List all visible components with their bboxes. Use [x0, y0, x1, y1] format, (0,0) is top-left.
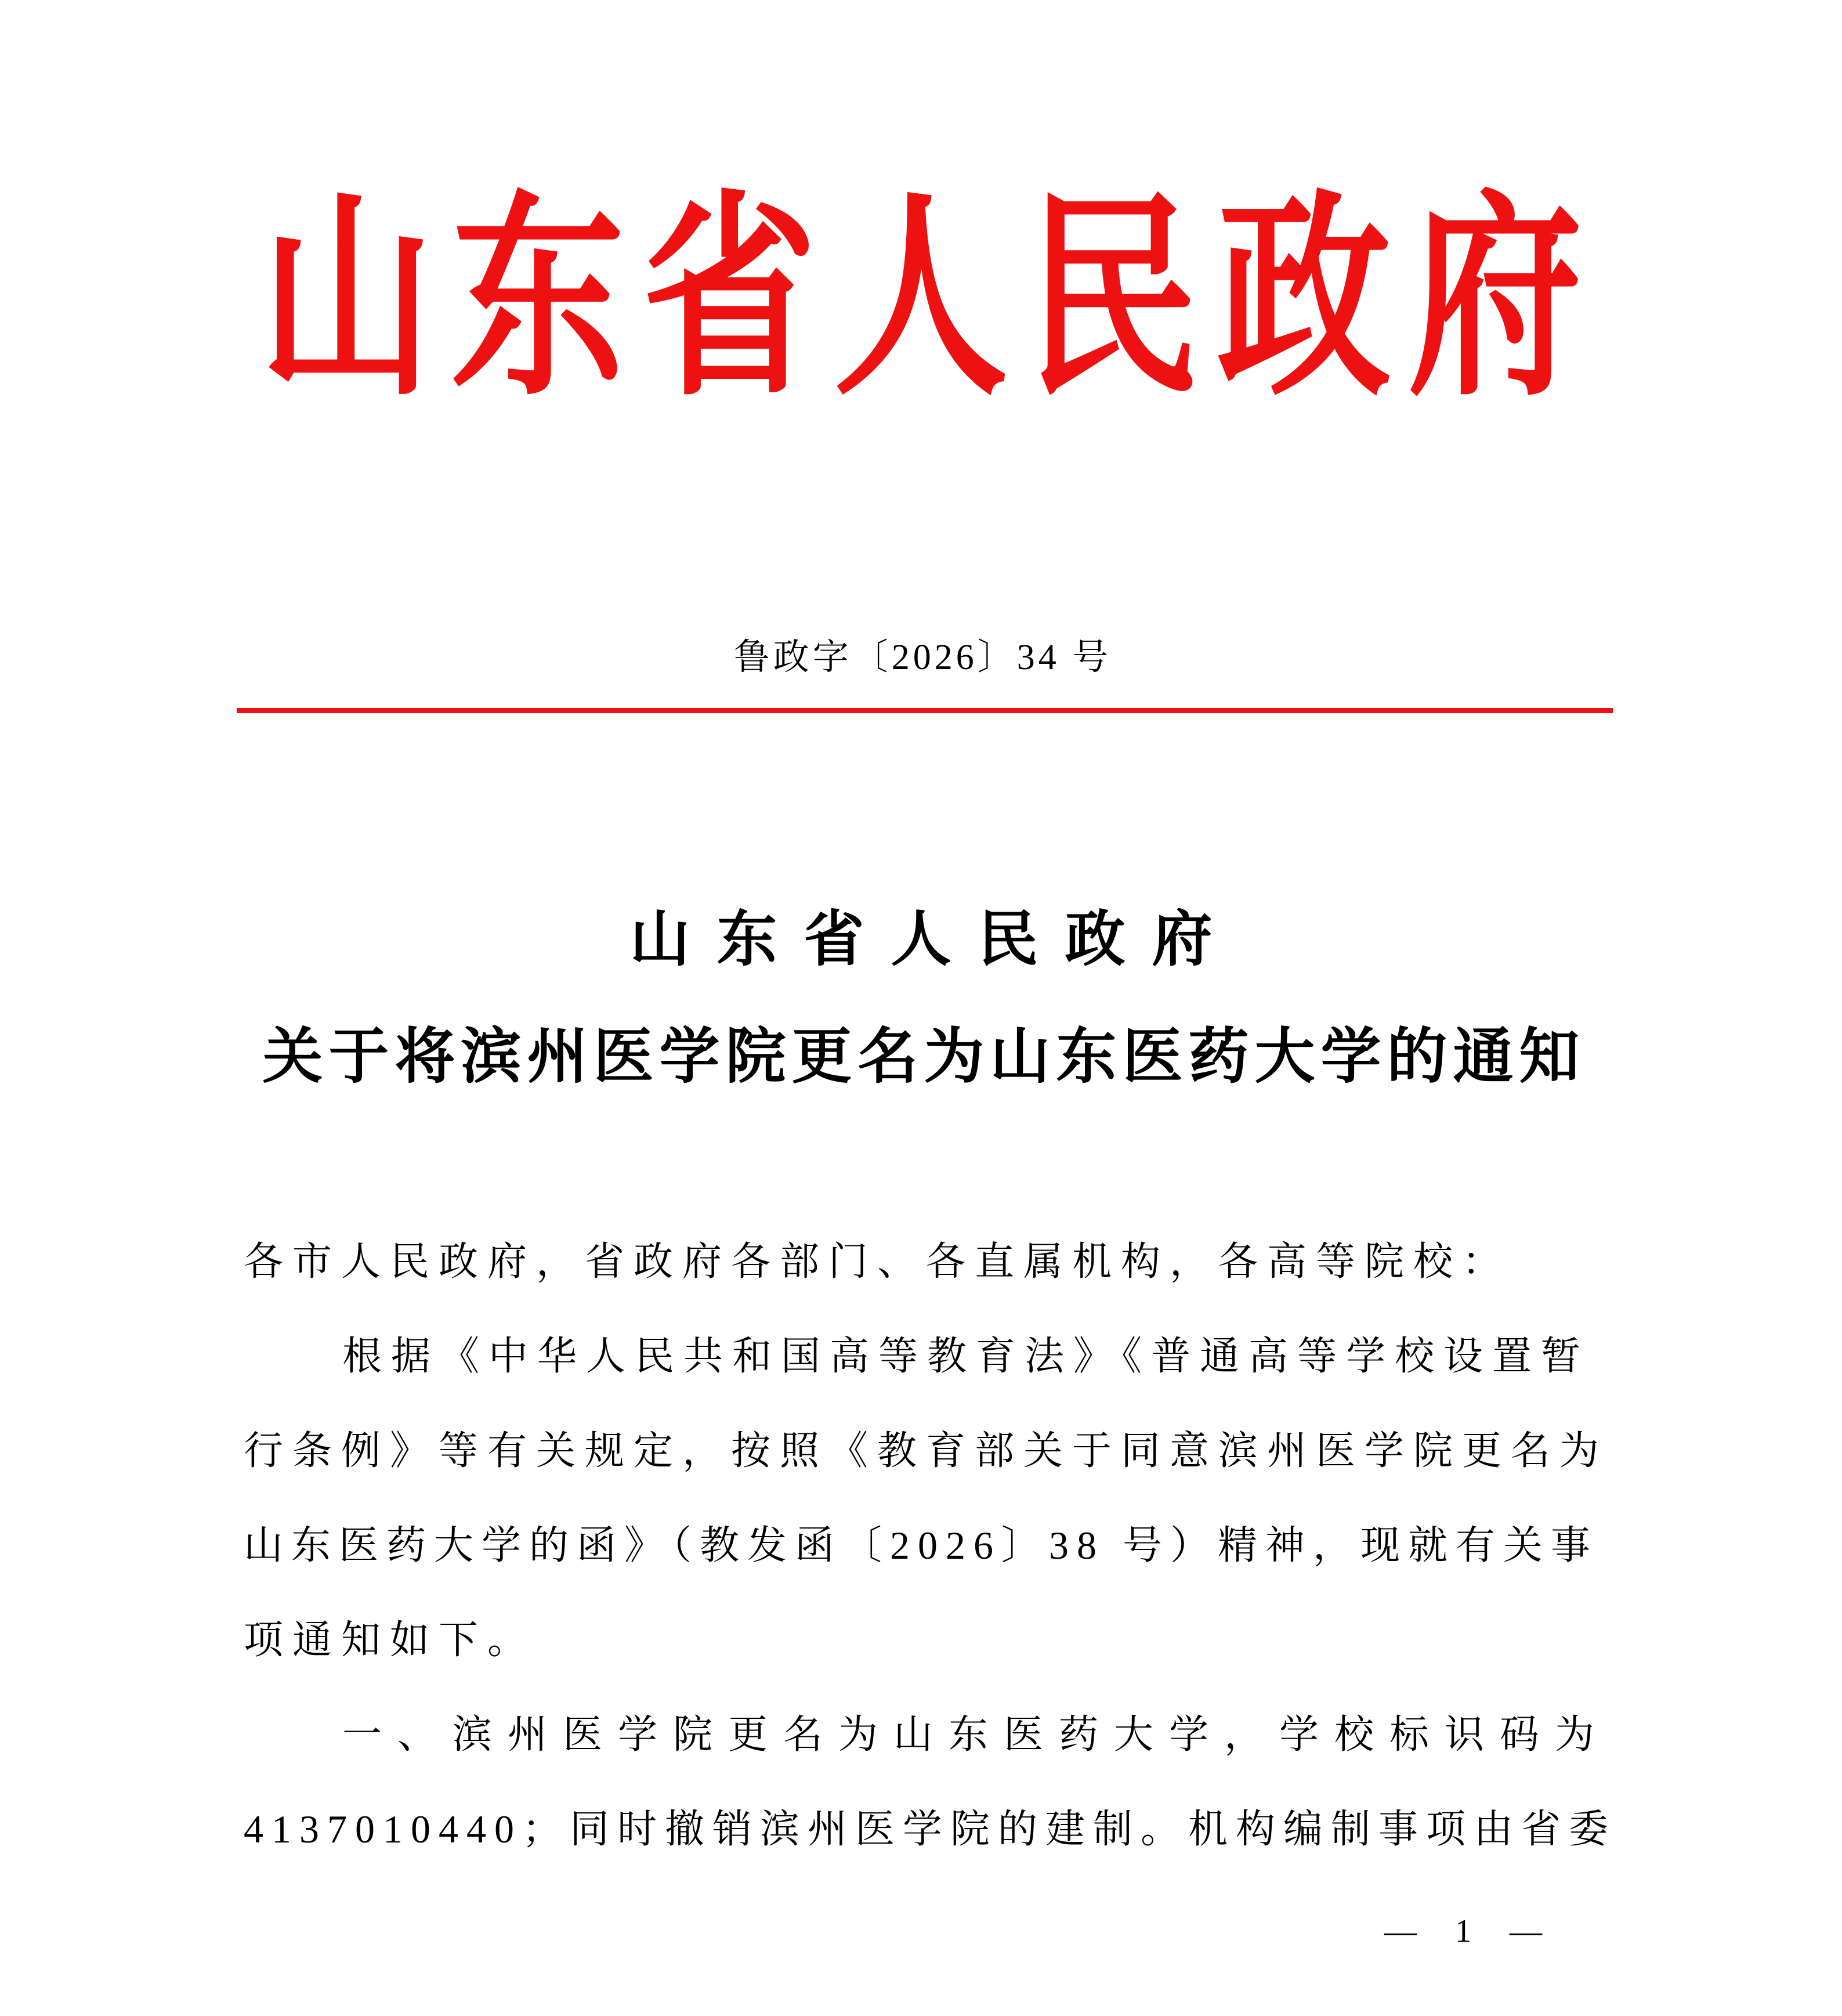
- red-divider: [237, 708, 1613, 713]
- body-line-salutation: 各市人民政府，省政府各部门、各直属机构，各高等院校：: [244, 1240, 1511, 1284]
- body-line: 山东医药大学的函》（教发函〔2026〕38 号）精神，现就有关事: [244, 1523, 1599, 1567]
- body-line: 行条例》等有关规定，按照《教育部关于同意滨州医学院更名为: [244, 1429, 1609, 1473]
- document-body: [244, 1215, 1617, 1877]
- body-line: 4137010440；同时撤销滨州医学院的建制。机构编制事项由省委: [244, 1807, 1617, 1851]
- page-number: — 1 —: [1384, 1913, 1547, 1949]
- document-title-line2: 关于将滨州医学院更名为山东医药大学的通知: [262, 1024, 1586, 1090]
- document-number: 鲁政字〔2026〕34 号: [733, 638, 1112, 677]
- body-line-item-one: 一、滨州医学院更名为山东医药大学，学校标识码为: [342, 1712, 1611, 1757]
- document-title-line1: 山东省人民政府: [629, 906, 1239, 973]
- body-line: 根据《中华人民共和国高等教育法》《普通高等学校设置暂: [342, 1334, 1590, 1378]
- agency-letterhead: 山东省人民政府: [259, 180, 1600, 421]
- body-line: 项通知如下。: [244, 1618, 537, 1662]
